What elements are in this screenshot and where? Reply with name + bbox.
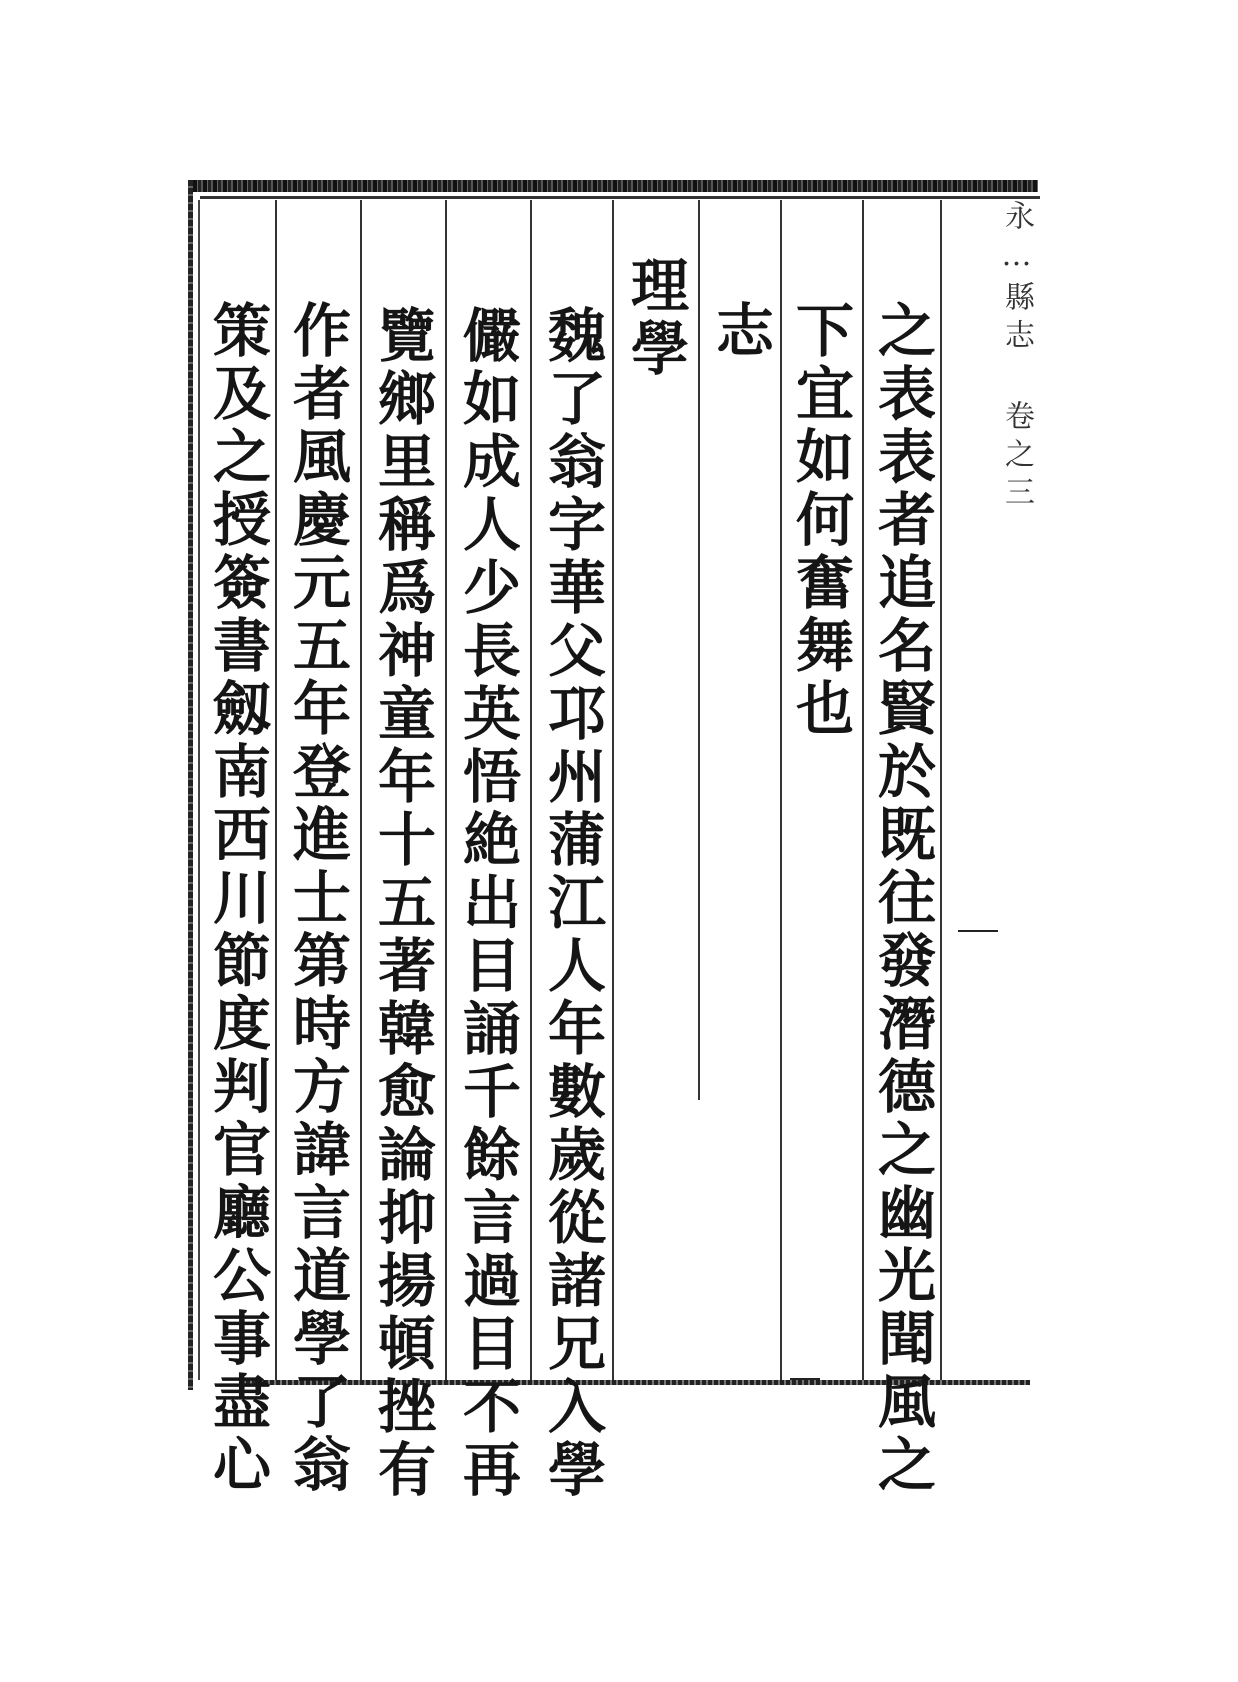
column-rule bbox=[698, 200, 700, 1100]
column-rule bbox=[612, 200, 614, 1380]
margin-title: 永…縣志 bbox=[999, 200, 1034, 357]
text-column-6: 儼如成人少長英悟絶出目誦千餘言過目不再 bbox=[453, 305, 521, 1502]
text-column-5: 魏了翁字華父邛州蒲江人年數歲從諸兄入學 bbox=[538, 305, 606, 1502]
column-rule bbox=[780, 200, 782, 1380]
column-end-mark bbox=[790, 1378, 820, 1380]
margin-juan: 卷之三 bbox=[999, 400, 1034, 514]
column-rule bbox=[862, 200, 864, 1380]
text-column-1: 之表表者追名賢於既往發潛德之幽光聞風之 bbox=[868, 300, 936, 1497]
left-border bbox=[188, 180, 193, 1390]
fish-tail-mark bbox=[958, 930, 998, 932]
text-column-8: 作者風慶元五年登進士第時方諱言道學了翁 bbox=[283, 300, 351, 1497]
left-border-inner bbox=[198, 200, 200, 1380]
block-margin bbox=[999, 200, 1038, 514]
column-rule bbox=[940, 200, 942, 1380]
section-heading: 理學 bbox=[621, 255, 689, 381]
text-column-2: 下宜如何奮舞也 bbox=[786, 300, 854, 741]
text-column-9: 策及之授簽書劔南西川節度判官廳公事盡心 bbox=[203, 300, 271, 1497]
top-border bbox=[188, 180, 1038, 192]
text-column-3: 志 bbox=[706, 300, 774, 363]
text-column-7: 覽鄉里稱爲神童年十五著韓愈論抑揚頓挫有 bbox=[368, 305, 436, 1502]
column-rule bbox=[530, 200, 532, 1380]
column-rule bbox=[275, 200, 277, 1380]
top-border-inner bbox=[200, 196, 1040, 199]
column-rule bbox=[445, 200, 447, 1380]
column-rule bbox=[360, 200, 362, 1380]
